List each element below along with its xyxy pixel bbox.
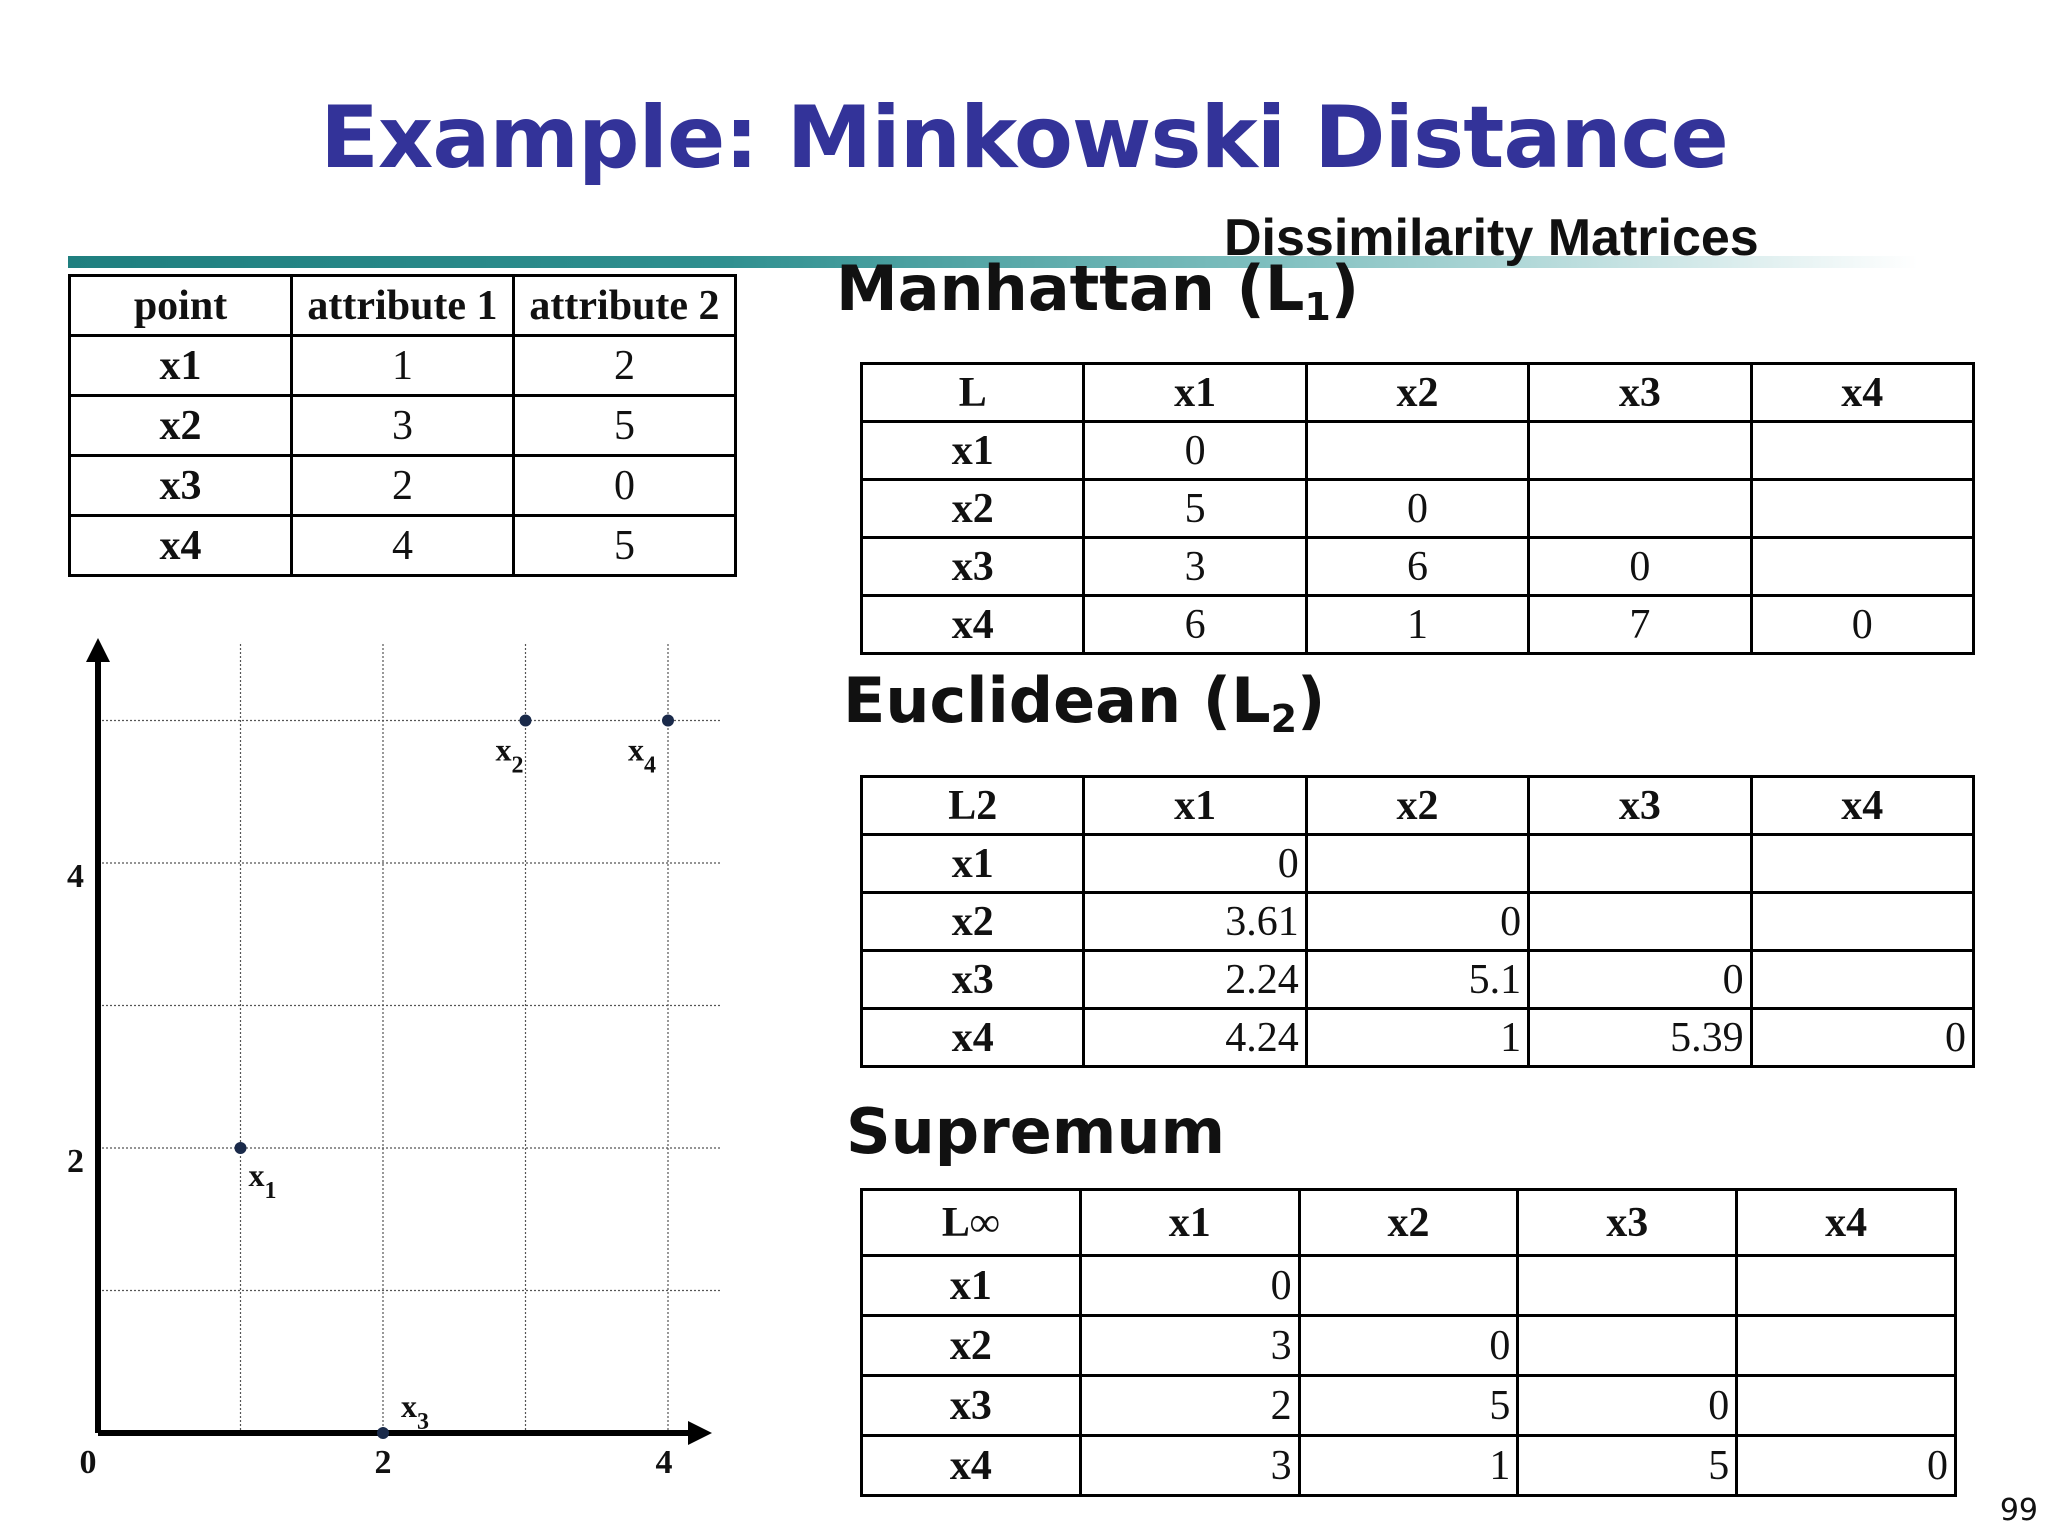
row-header: x2 [862, 1316, 1081, 1376]
row-header: x3 [70, 456, 292, 516]
data-point [520, 715, 532, 727]
row-header: x4 [862, 596, 1084, 654]
row-header: x2 [862, 480, 1084, 538]
table-row [70, 516, 736, 576]
x-tick-label: 4 [655, 1444, 673, 1480]
column-header: x3 [1518, 1190, 1737, 1256]
matrix-cell: 4.24 [1084, 1009, 1306, 1067]
supremum-matrix [860, 1188, 1957, 1497]
point-label: $x_3$ [401, 1388, 429, 1435]
row-header: x4 [70, 516, 292, 576]
matrix-row [862, 1256, 1956, 1316]
column-header: L [862, 364, 1084, 422]
y-tick-label: 2 [67, 1143, 84, 1180]
table-cell: 0 [514, 456, 736, 516]
matrix-cell: 3 [1080, 1436, 1299, 1496]
column-header: attribute 1 [292, 276, 514, 336]
row-header: x2 [70, 396, 292, 456]
matrix-cell [1751, 835, 1973, 893]
matrix-row [862, 422, 1974, 480]
x-axis-arrow [688, 1421, 712, 1445]
table-cell: 4 [292, 516, 514, 576]
euclidean-heading: Euclidean $(L_2)$ [843, 664, 1326, 741]
row-header: x3 [862, 1376, 1081, 1436]
matrix-row [862, 538, 1974, 596]
table-row [70, 396, 736, 456]
manhattan-matrix [860, 362, 1975, 655]
matrix-row [862, 893, 1974, 951]
matrix-cell [1751, 480, 1973, 538]
matrix-cell [1518, 1256, 1737, 1316]
column-header: attribute 2 [514, 276, 736, 336]
scatter-plot [50, 630, 730, 1480]
matrix-cell: 6 [1306, 538, 1528, 596]
matrix-cell [1306, 835, 1528, 893]
row-header: x1 [862, 422, 1084, 480]
column-header: x4 [1751, 364, 1973, 422]
matrix-row [862, 1436, 1956, 1496]
matrix-cell: 3 [1084, 538, 1306, 596]
matrix-cell: 0 [1080, 1256, 1299, 1316]
column-header: x2 [1306, 364, 1528, 422]
data-point [377, 1427, 389, 1439]
column-header: L2 [862, 777, 1084, 835]
matrix-cell: 1 [1299, 1436, 1518, 1496]
y-axis-arrow [86, 638, 110, 662]
matrix-cell: 0 [1529, 538, 1751, 596]
matrix-row [862, 1316, 1956, 1376]
matrix-cell: 0 [1751, 596, 1973, 654]
matrix-cell: 6 [1084, 596, 1306, 654]
matrix-cell: 1 [1306, 596, 1528, 654]
matrix-cell [1737, 1376, 1956, 1436]
matrix-cell [1751, 951, 1973, 1009]
matrix-cell: 5.1 [1306, 951, 1528, 1009]
manhattan-heading: Manhattan $(L_1)$ [836, 252, 1360, 329]
point-label: $x_4$ [628, 731, 656, 779]
matrix-cell: 5.39 [1529, 1009, 1751, 1067]
table-row [70, 456, 736, 516]
matrix-cell: 0 [1518, 1376, 1737, 1436]
matrix-cell: 3 [1080, 1316, 1299, 1376]
page-number: 99 [1999, 1493, 2038, 1528]
point-label: $x_2$ [495, 731, 524, 779]
matrix-cell [1737, 1256, 1956, 1316]
matrix-cell [1299, 1256, 1518, 1316]
row-header: x1 [70, 336, 292, 396]
table-cell: 2 [292, 456, 514, 516]
matrix-cell [1751, 893, 1973, 951]
column-header: x4 [1737, 1190, 1956, 1256]
column-header: L∞ [862, 1190, 1081, 1256]
column-header: x1 [1080, 1190, 1299, 1256]
matrix-cell [1529, 893, 1751, 951]
row-header: x1 [862, 1256, 1081, 1316]
x-tick-label: 2 [374, 1444, 392, 1480]
matrix-cell [1529, 835, 1751, 893]
matrix-cell [1737, 1316, 1956, 1376]
matrix-cell: 2 [1080, 1376, 1299, 1436]
matrix-cell [1751, 538, 1973, 596]
matrix-header-row [862, 1190, 1956, 1256]
matrix-cell: 0 [1737, 1436, 1956, 1496]
matrix-row [862, 951, 1974, 1009]
matrix-cell: 0 [1529, 951, 1751, 1009]
matrix-cell: 0 [1299, 1316, 1518, 1376]
matrix-cell [1306, 422, 1528, 480]
matrix-cell [1518, 1316, 1737, 1376]
matrix-cell: 0 [1084, 835, 1306, 893]
table-cell: 2 [514, 336, 736, 396]
row-header: x3 [862, 951, 1084, 1009]
column-header: x1 [1084, 777, 1306, 835]
supremum-heading: Supremum [846, 1095, 1226, 1168]
matrix-cell [1529, 422, 1751, 480]
table-header-row [70, 276, 736, 336]
data-point [235, 1142, 247, 1154]
data-point [662, 715, 674, 727]
y-tick-label: 4 [67, 858, 84, 895]
matrix-row [862, 596, 1974, 654]
row-header: x3 [862, 538, 1084, 596]
matrix-header-row [862, 364, 1974, 422]
matrix-header-row [862, 777, 1974, 835]
matrix-row [862, 1376, 1956, 1436]
column-header: x3 [1529, 364, 1751, 422]
matrix-row [862, 1009, 1974, 1067]
matrix-cell: 0 [1306, 480, 1528, 538]
matrix-cell: 3.61 [1084, 893, 1306, 951]
matrix-row [862, 480, 1974, 538]
matrix-cell [1529, 480, 1751, 538]
table-row [70, 336, 736, 396]
matrix-cell: 2.24 [1084, 951, 1306, 1009]
matrix-cell: 0 [1084, 422, 1306, 480]
matrix-cell: 5 [1299, 1376, 1518, 1436]
row-header: x4 [862, 1009, 1084, 1067]
column-header: x2 [1306, 777, 1528, 835]
column-header: x1 [1084, 364, 1306, 422]
dissimilarity-heading: Dissimilarity Matrices [1224, 209, 1759, 267]
matrix-cell: 5 [1084, 480, 1306, 538]
row-header: x4 [862, 1436, 1081, 1496]
matrix-cell: 0 [1751, 1009, 1973, 1067]
points-table [68, 274, 737, 577]
column-header: x4 [1751, 777, 1973, 835]
column-header: point [70, 276, 292, 336]
euclidean-matrix [860, 775, 1975, 1068]
row-header: x2 [862, 893, 1084, 951]
matrix-cell: 7 [1529, 596, 1751, 654]
slide-title: Example: Minkowski Distance [320, 88, 1728, 188]
table-cell: 5 [514, 396, 736, 456]
table-cell: 3 [292, 396, 514, 456]
matrix-cell: 5 [1518, 1436, 1737, 1496]
x-tick-label: 0 [79, 1444, 97, 1480]
matrix-cell [1751, 422, 1973, 480]
matrix-row [862, 835, 1974, 893]
point-label: $x_1$ [248, 1157, 277, 1204]
column-header: x2 [1299, 1190, 1518, 1256]
matrix-cell: 1 [1306, 1009, 1528, 1067]
table-cell: 1 [292, 336, 514, 396]
table-cell: 5 [514, 516, 736, 576]
matrix-cell: 0 [1306, 893, 1528, 951]
column-header: x3 [1529, 777, 1751, 835]
row-header: x1 [862, 835, 1084, 893]
